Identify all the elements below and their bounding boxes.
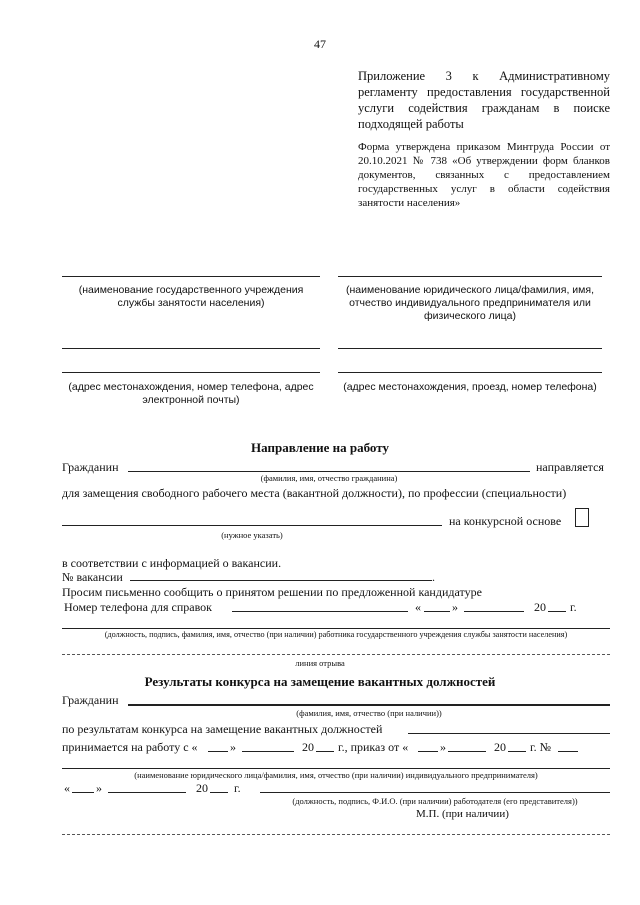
purpose-text: для замещения свободного рабочего места (вакантной должности), по профессии (специальности) [62,486,567,500]
order-year-field[interactable] [508,751,526,752]
directed-label: направляется [536,460,604,474]
referral-date-open: « [415,600,421,614]
left-address-caption: (адрес местонахождения, номер телефона, адрес электронной почты) [68,381,314,406]
official-signature-line[interactable] [62,628,610,629]
phone-field[interactable] [232,611,408,612]
final-year-suffix: г. [234,781,241,795]
final-year-field[interactable] [210,792,228,793]
final-year-prefix: 20 [196,781,208,795]
signer-caption: (должность, подпись, Ф.И.О. (при наличии) работодателя (его представителя)) [292,796,578,806]
tear-line-label: линия отрыва [295,658,345,668]
vacancy-end: . [432,570,435,584]
right-name-line[interactable] [338,276,602,277]
by-results-text: по результатам конкурса на замещение вакантных должностей [62,722,383,736]
vacancy-number-field[interactable] [130,580,432,581]
employer-field[interactable] [62,768,610,769]
phone-label: Номер телефона для справок [64,600,213,614]
form-approval-note: Форма утверждена приказом Минтруда России от 20.10.2021 № 738 «Об утверждении форм бланков документов, связанных с предоставлением государственных услуг в области содействия занятости населения» [358,141,610,209]
citizen-name-field[interactable] [128,471,530,472]
competitive-checkbox[interactable] [575,508,589,527]
final-date-open: « [64,781,70,795]
results-citizen-caption: (фамилия, имя, отчество (при наличии)) [296,708,442,718]
competitive-label: на конкурсной основе [449,514,562,528]
request-text: Просим письменно сообщить о принятом решении по предложенной кандидатуре [62,585,482,599]
according-text: в соответствии с информацией о вакансии. [62,556,282,570]
left-name-line[interactable] [62,276,320,277]
right-address-line-2[interactable] [338,372,602,373]
hired-year-field[interactable] [316,751,334,752]
right-address-line-1[interactable] [338,348,602,349]
specify-caption: (нужное указать) [221,530,283,540]
referral-title: Направление на работу [251,440,389,455]
results-citizen-field[interactable] [128,704,610,706]
referral-day-field[interactable] [424,611,450,612]
appendix-note: Приложение 3 к Административному регламенту предоставления государственной услуги содействия гражданам в поиске подходящей работы [358,69,610,131]
right-address-caption: (адрес местонахождения, проезд, номер телефона) [343,381,597,393]
results-title: Результаты конкурса на замещение вакантных должностей [144,674,496,689]
page-number: 47 [314,37,326,51]
employer-caption: (наименование юридического лица/фамилия, имя, отчество (при наличии) индивидуального предпринимателя) [134,770,538,780]
citizen-label: Гражданин [62,460,119,474]
final-date-close: » [96,781,102,795]
referral-year-prefix: 20 [534,600,546,614]
referral-month-field[interactable] [464,611,524,612]
left-address-line-1[interactable] [62,348,320,349]
signer-field[interactable] [260,792,610,793]
left-address-line-2[interactable] [62,372,320,373]
hired-year-prefix: 20 [302,740,314,754]
hired-date-close: » [230,740,236,754]
number-sign-label: г. № [530,740,552,754]
referral-year-field[interactable] [548,611,566,612]
left-name-caption: (наименование государственного учреждения службы занятости населения) [78,284,304,309]
tear-line [62,654,610,655]
final-month-field[interactable] [108,792,186,793]
official-caption: (должность, подпись, фамилия, имя, отчество (при наличии) работника государственного учреждения службы занятости населения) [104,630,568,639]
order-month-field[interactable] [448,751,486,752]
stamp-label: М.П. (при наличии) [416,808,509,820]
referral-year-suffix: г. [570,600,577,614]
hired-month-field[interactable] [242,751,294,752]
vacancy-label: № вакансии [62,570,123,584]
bottom-tear-line [62,834,610,835]
order-day-field[interactable] [418,751,438,752]
order-date-close: » [440,740,446,754]
by-results-field[interactable] [408,733,610,734]
order-year-prefix: 20 [494,740,506,754]
results-citizen-label: Гражданин [62,693,119,707]
hired-from-label: принимается на работу с « [62,740,198,754]
order-number-field[interactable] [558,751,578,752]
right-name-caption: (наименование юридического лица/фамилия, имя, отчество индивидуального предпринимателя или физического лица) [346,284,594,322]
profession-field[interactable] [62,525,442,526]
final-day-field[interactable] [72,792,94,793]
hired-day-field[interactable] [208,751,228,752]
order-from-label: г., приказ от « [338,740,409,754]
citizen-caption: (фамилия, имя, отчество гражданина) [260,473,398,483]
referral-date-close: » [452,600,458,614]
